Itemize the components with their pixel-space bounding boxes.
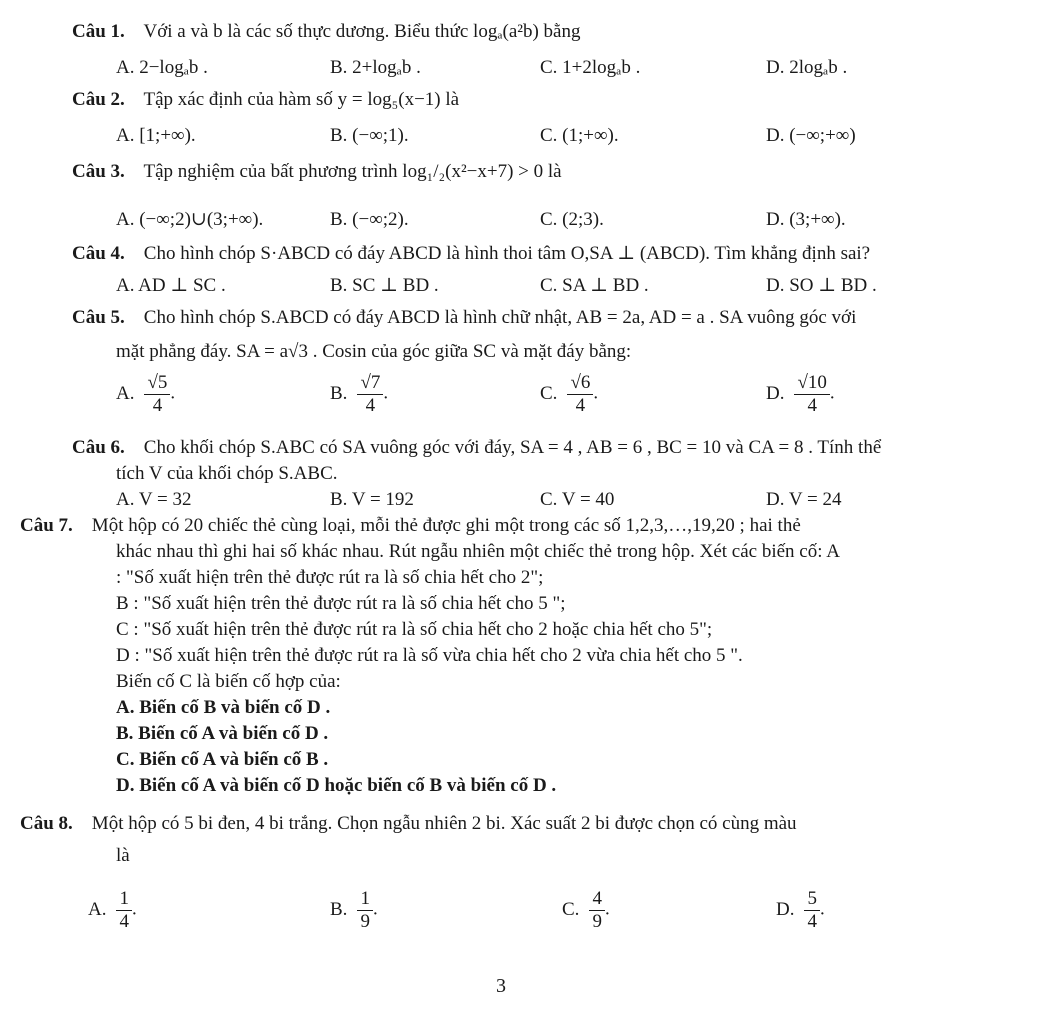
question-8-option-d[interactable] <box>776 888 825 933</box>
denominator: 4 <box>152 394 163 416</box>
denominator: 4 <box>119 910 129 932</box>
question-3-stem <box>72 160 562 184</box>
denominator: 9 <box>592 910 602 932</box>
question-1-option-d[interactable]: D. 2logₐb . <box>766 57 848 78</box>
fraction <box>804 888 820 933</box>
question-6-text-line-2: tích V của khối chóp S.ABC. <box>116 463 338 484</box>
question-2-option-d[interactable]: D. (−∞;+∞) <box>766 125 856 146</box>
option-label: B. <box>330 898 348 920</box>
question-4-option-c[interactable]: C. SA ⊥ BD . <box>540 275 649 296</box>
numerator: √5 <box>144 372 170 395</box>
question-3-option-c[interactable]: C. (2;3). <box>540 209 604 230</box>
question-7-text-line-7: Biến cố C là biến cố hợp của: <box>116 671 341 692</box>
denominator: 4 <box>575 394 586 416</box>
question-7-stem <box>20 514 801 538</box>
question-8-option-a[interactable] <box>88 888 137 933</box>
numerator: √6 <box>567 372 593 395</box>
question-5-stem <box>72 306 856 330</box>
question-7-text-line-2: khác nhau thì ghi hai số khác nhau. Rút ngẫu nhiên một chiếc thẻ trong hộp. Xét các biến cố: A <box>116 541 840 562</box>
question-6-number: Câu 6. <box>72 437 125 458</box>
page-number: 3 <box>496 975 506 997</box>
question-4-text: Cho hình chóp S·ABCD có đáy ABCD là hình thoi tâm O,SA ⊥ (ABCD). Tìm khẳng định sai? <box>143 243 871 264</box>
question-8-option-b[interactable] <box>330 888 378 933</box>
question-6-stem <box>72 436 881 460</box>
question-3-option-d[interactable]: D. (3;+∞). <box>766 209 846 230</box>
option-tail: . <box>383 382 389 404</box>
option-tail: . <box>372 898 378 920</box>
question-6-option-a[interactable]: A. V = 32 <box>116 489 192 510</box>
numerator: 1 <box>116 888 132 911</box>
question-5-text-line-2: mặt phẳng đáy. SA = a√3 . Cosin của góc giữa SC và mặt đáy bằng: <box>116 341 632 362</box>
option-label: C. <box>562 898 580 920</box>
question-5-text-line-1: Cho hình chóp S.ABCD có đáy ABCD là hình chữ nhật, AB = 2a, AD = a . SA vuông góc với <box>143 307 857 328</box>
option-label: D. <box>766 382 785 404</box>
question-7-text-line-4: B : "Số xuất hiện trên thẻ được rút ra là số chia hết cho 5 "; <box>116 593 566 614</box>
question-7-text-line-3: : "Số xuất hiện trên thẻ được rút ra là số chia hết cho 2"; <box>116 567 544 588</box>
fraction <box>794 372 829 417</box>
option-label: D. <box>776 898 795 920</box>
denominator: 4 <box>807 910 817 932</box>
question-6-option-c[interactable]: C. V = 40 <box>540 489 615 510</box>
question-4-option-d[interactable]: D. SO ⊥ BD . <box>766 275 877 296</box>
question-5-number: Câu 5. <box>72 307 125 328</box>
fraction <box>589 888 605 933</box>
question-2-option-c[interactable]: C. (1;+∞). <box>540 125 619 146</box>
question-8-option-c[interactable] <box>562 888 610 933</box>
numerator: 4 <box>589 888 605 911</box>
question-5-option-c[interactable] <box>540 372 598 417</box>
question-7-number: Câu 7. <box>20 515 73 536</box>
question-6-option-d[interactable]: D. V = 24 <box>766 489 842 510</box>
question-1-stem <box>72 20 580 44</box>
fraction <box>567 372 593 417</box>
question-5-option-b[interactable] <box>330 372 388 417</box>
question-7-option-a[interactable]: A. Biến cố B và biến cố D . <box>116 697 331 718</box>
question-6-option-b[interactable]: B. V = 192 <box>330 489 414 510</box>
option-label: A. <box>88 898 107 920</box>
question-5-option-d[interactable] <box>766 372 835 417</box>
question-3-number: Câu 3. <box>72 161 125 182</box>
option-tail: . <box>131 898 137 920</box>
question-5-option-a[interactable] <box>116 372 175 417</box>
question-8-text-line-1: Một hộp có 5 bi đen, 4 bi trắng. Chọn ngẫu nhiên 2 bi. Xác suất 2 bi được chọn có cùng màu <box>91 813 797 834</box>
question-6-text-line-1: Cho khối chóp S.ABC có SA vuông góc với đáy, SA = 4 , AB = 6 , BC = 10 và CA = 8 . Tính thể <box>143 437 882 458</box>
option-label: A. <box>116 382 135 404</box>
denominator: 4 <box>365 394 376 416</box>
fraction <box>144 372 170 417</box>
question-7-option-c[interactable]: C. Biến cố A và biến cố B . <box>116 749 329 770</box>
question-7-option-b[interactable]: B. Biến cố A và biến cố D . <box>116 723 329 744</box>
option-label: B. <box>330 382 348 404</box>
numerator: √10 <box>794 372 829 395</box>
question-7-text-line-6: D : "Số xuất hiện trên thẻ được rút ra là số vừa chia hết cho 2 vừa chia hết cho 5 ". <box>116 645 743 666</box>
question-2-text: Tập xác định của hàm số y = log₅(x−1) là <box>143 89 460 110</box>
question-3-option-b[interactable]: B. (−∞;2). <box>330 209 409 230</box>
fraction <box>116 888 132 933</box>
question-2-stem <box>72 88 459 112</box>
fraction <box>357 888 373 933</box>
question-8-stem <box>20 812 797 836</box>
option-tail: . <box>604 898 610 920</box>
option-tail: . <box>593 382 599 404</box>
denominator: 4 <box>807 394 817 416</box>
fraction <box>357 372 383 417</box>
question-2-option-b[interactable]: B. (−∞;1). <box>330 125 409 146</box>
option-tail: . <box>170 382 176 404</box>
numerator: 5 <box>804 888 820 911</box>
question-2-option-a[interactable]: A. [1;+∞). <box>116 125 196 146</box>
denominator: 9 <box>360 910 370 932</box>
numerator: √7 <box>357 372 383 395</box>
question-4-option-a[interactable]: A. AD ⊥ SC . <box>116 275 226 296</box>
question-4-option-b[interactable]: B. SC ⊥ BD . <box>330 275 439 296</box>
question-4-number: Câu 4. <box>72 243 125 264</box>
question-4-stem <box>72 242 870 266</box>
question-7-text-line-5: C : "Số xuất hiện trên thẻ được rút ra là số chia hết cho 2 hoặc chia hết cho 5"; <box>116 619 713 640</box>
question-1-text: Với a và b là các số thực dương. Biểu thức logₐ(a²b) bằng <box>143 21 581 42</box>
question-3-option-a[interactable]: A. (−∞;2)∪(3;+∞). <box>116 209 264 230</box>
option-tail: . <box>819 898 825 920</box>
question-8-number: Câu 8. <box>20 813 73 834</box>
option-label: C. <box>540 382 558 404</box>
question-1-option-c[interactable]: C. 1+2logₐb . <box>540 57 641 78</box>
numerator: 1 <box>357 888 373 911</box>
question-2-number: Câu 2. <box>72 89 125 110</box>
question-3-text: Tập nghiệm của bất phương trình log₁/₂(x²−x+7) > 0 là <box>143 161 562 182</box>
option-tail: . <box>829 382 835 404</box>
question-1-number: Câu 1. <box>72 21 125 42</box>
question-7-option-d[interactable]: D. Biến cố A và biến cố D hoặc biến cố B và biến cố D . <box>116 775 557 796</box>
question-1-option-a[interactable]: A. 2−logₐb . <box>116 57 208 78</box>
question-8-text-line-2: là <box>116 845 130 866</box>
question-1-option-b[interactable]: B. 2+logₐb . <box>330 57 421 78</box>
question-7-text-line-1: Một hộp có 20 chiếc thẻ cùng loại, mỗi thẻ được ghi một trong các số 1,2,3,…,19,20 ; hai thẻ <box>91 515 801 536</box>
